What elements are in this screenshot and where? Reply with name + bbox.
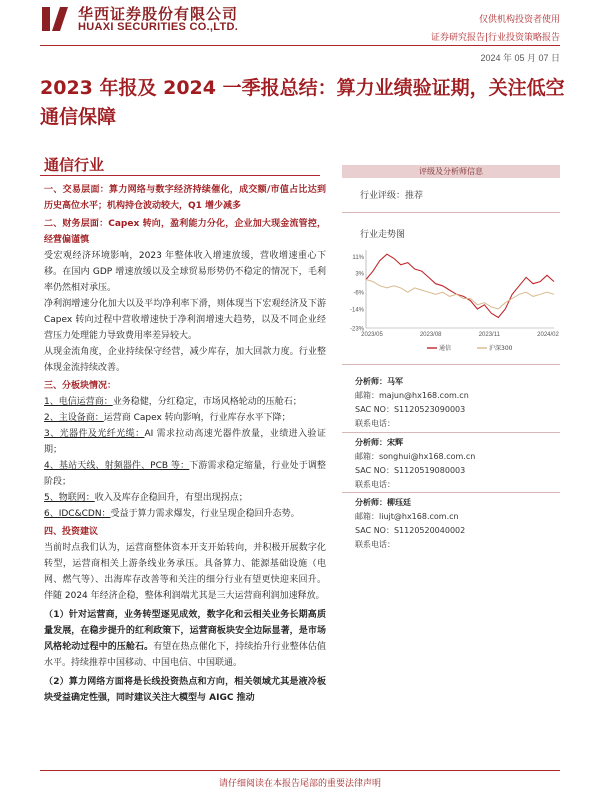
- analyst-email: 邮箱：majun@hx168.com.cn: [355, 391, 469, 400]
- chart-legend-label: 沪深300: [489, 345, 513, 352]
- chart-x-tick-label: 2024/02: [537, 332, 559, 338]
- paragraph-computing-advice: （2）算力网络方面将是长线投资热点和方向，相关领域尤其是液冷板块受益确定性强，同时建议关注大模型与 AIGC 推动: [44, 677, 326, 703]
- analyst-email: 邮箱：songhui@hx168.com.cn: [355, 452, 476, 461]
- list-item-iot: [44, 490, 326, 506]
- analyst-panel-header: 评级及分析师信息: [342, 165, 560, 178]
- analyst-email: 邮箱：liujt@hx168.com.cn: [355, 512, 459, 521]
- panel-divider-4: [342, 492, 560, 493]
- list-item-optical-head: 3、光器件及光纤光缆：: [44, 429, 145, 439]
- analyst-phone: 联系电话：: [355, 419, 395, 428]
- section-trading: 一、交易层面：算力网络与数字经济持续催化，成交额/市值占比达到历史高位水平；机构持仓波动较大，Q1 增少减多: [44, 185, 326, 211]
- list-item-idc: [44, 506, 326, 522]
- analyst-name: 分析师：宋辉: [355, 438, 403, 447]
- report-body: [44, 182, 326, 706]
- chart-y-tick-label: -23%: [349, 326, 364, 333]
- list-item-equipment-text: 运营商 Capex 转向影响，行业库存水平下降；: [103, 413, 291, 423]
- operators-advice-bold: （1）针对运营商，业务转型逐见成效，数字化和云相关业务长期高质量发展，在稳步提升的红利政策下，运营商板块安全边际显著，是市场风格轮动过程中的压舱石。: [44, 610, 326, 652]
- analyst-name: 分析师：马军: [355, 377, 403, 386]
- analyst-sac: SAC NO：S1120523090003: [355, 405, 466, 414]
- report-type: 证券研究报告|行业投资策略报告: [430, 33, 560, 43]
- chart-y-tick-label: -14%: [349, 307, 364, 314]
- analyst-phone: 联系电话：: [355, 540, 395, 549]
- analyst-phone: 联系电话：: [355, 480, 395, 489]
- chart-x-tick-label: 2023/08: [419, 332, 442, 338]
- chart-y-tick-label: -6%: [353, 290, 364, 297]
- audience-note: 仅供机构投资者使用: [478, 15, 560, 25]
- chart-y-tick-label: 3%: [355, 271, 364, 278]
- analyst-card-2: [355, 436, 565, 492]
- panel-divider: [342, 212, 560, 213]
- list-item-iot-text: 收入及库存企稳回升，有望出现拐点；: [94, 493, 248, 503]
- company-name-cn: 华西证券股份有限公司: [78, 5, 239, 23]
- analyst-sac: SAC NO：S1120520040002: [355, 526, 466, 535]
- company-name-en: HUAXI SECURITIES CO.,LTD.: [78, 21, 239, 33]
- report-title: 2023 年报及 2024 一季报总结：算力业绩验证期，关注低空通信保障: [40, 77, 565, 128]
- chart-legend-label: 通信: [439, 345, 452, 352]
- paragraph-operators-advice: [44, 607, 326, 671]
- operators-advice-text: 有望在热点催化下，持续抬升行业整体估值水平。持续推荐中国移动、中国电信、中国联通。: [44, 642, 326, 668]
- trend-chart: [342, 242, 560, 360]
- list-item-equipment-head: 2、主设备商：: [44, 413, 104, 423]
- header-divider: [40, 45, 560, 46]
- paragraph-cashflow: 从现金流角度，企业持续保守经营，减少库存，加大回款力度。行业整体现金流持续改善。: [44, 347, 326, 373]
- paragraph-revenue: 受宏观经济环境影响，2023 年整体收入增速放缓，营收增速重心下移。在国内 GDP 增速放缓以及全球贸易形势仍不稳定的情况下，毛利率仍然相对承压。: [44, 251, 326, 293]
- report-date: 2024 年 05 月 07 日: [480, 53, 560, 63]
- paragraph-outlook: 当前时点我们认为，运营商整体资本开支开始转向，并积极开展数字化转型，运营商相关上游条线业务承压。具备算力、能源基础设施（电网、燃气等）、出海库存改善等和关注的细分行业有望更快迎来回升。伴随 2024 年经济企稳，整体利润端尤其是三大运营商利润加速释放。: [44, 543, 326, 601]
- analyst-card-1: [355, 375, 565, 431]
- section-investment: 四、投资建议: [44, 527, 99, 537]
- footer-divider: [40, 770, 560, 771]
- trend-chart-label: 行业走势图: [360, 230, 406, 240]
- chart-series-line-2: [366, 280, 554, 310]
- analyst-card-3: [355, 496, 565, 552]
- analyst-sac: SAC NO：S1120519080003: [355, 466, 466, 475]
- panel-divider-3: [342, 432, 560, 433]
- list-item-operators: [44, 394, 326, 410]
- list-item-operators-head: 1、电信运营商：: [44, 397, 113, 407]
- list-item-optical-text: AI 需求拉动高速光器件放量，业绩进入验证期；: [44, 429, 326, 455]
- section-financial: 二、财务层面：Capex 转向，盈利能力分化，企业加大现金流管控，经营偏谨慎: [44, 219, 326, 245]
- industry-rating: 行业评级：推荐: [360, 191, 424, 201]
- chart-y-tick-label: 11%: [352, 254, 364, 261]
- panel-divider-2: [342, 364, 560, 365]
- list-item-optical: [44, 426, 326, 458]
- company-logo: [40, 4, 70, 34]
- legal-notice: 请仔细阅读在本报告尾部的重要法律声明: [218, 779, 381, 789]
- section-sectors: 三、分板块情况：: [44, 381, 117, 391]
- list-item-operators-text: 业务稳健，分红稳定，市场风格轮动的压舱石；: [112, 397, 302, 407]
- list-item-antenna: [44, 458, 326, 490]
- chart-x-tick-label: 2023/11: [478, 332, 500, 338]
- list-item-idc-text: 受益于算力需求爆发，行业呈现企稳回升态势。: [110, 509, 300, 519]
- list-item-antenna-head: 4、基站天线、射频器件、PCB 等：: [44, 461, 190, 471]
- list-item-equipment: [44, 410, 326, 426]
- industry-divider: [40, 175, 320, 176]
- industry-label: 通信行业: [44, 156, 105, 174]
- chart-x-tick-label: 2023/05: [361, 332, 383, 338]
- paragraph-profit: 净利润增速分化加大以及平均净利率下滑，则体现当下宏观经济及下游 Capex 转向过程中营收增速快于净利润增速大趋势，以及不同企业经营压力处理能力导致费用率差异较大。: [44, 299, 326, 341]
- list-item-idc-head: 6、IDC&CDN：: [44, 509, 111, 519]
- list-item-iot-head: 5、物联网：: [44, 493, 95, 503]
- list-item-antenna-text: 下游需求稳定缩量，行业处于调整阶段；: [44, 461, 326, 487]
- analyst-name: 分析师：柳珏廷: [355, 498, 411, 507]
